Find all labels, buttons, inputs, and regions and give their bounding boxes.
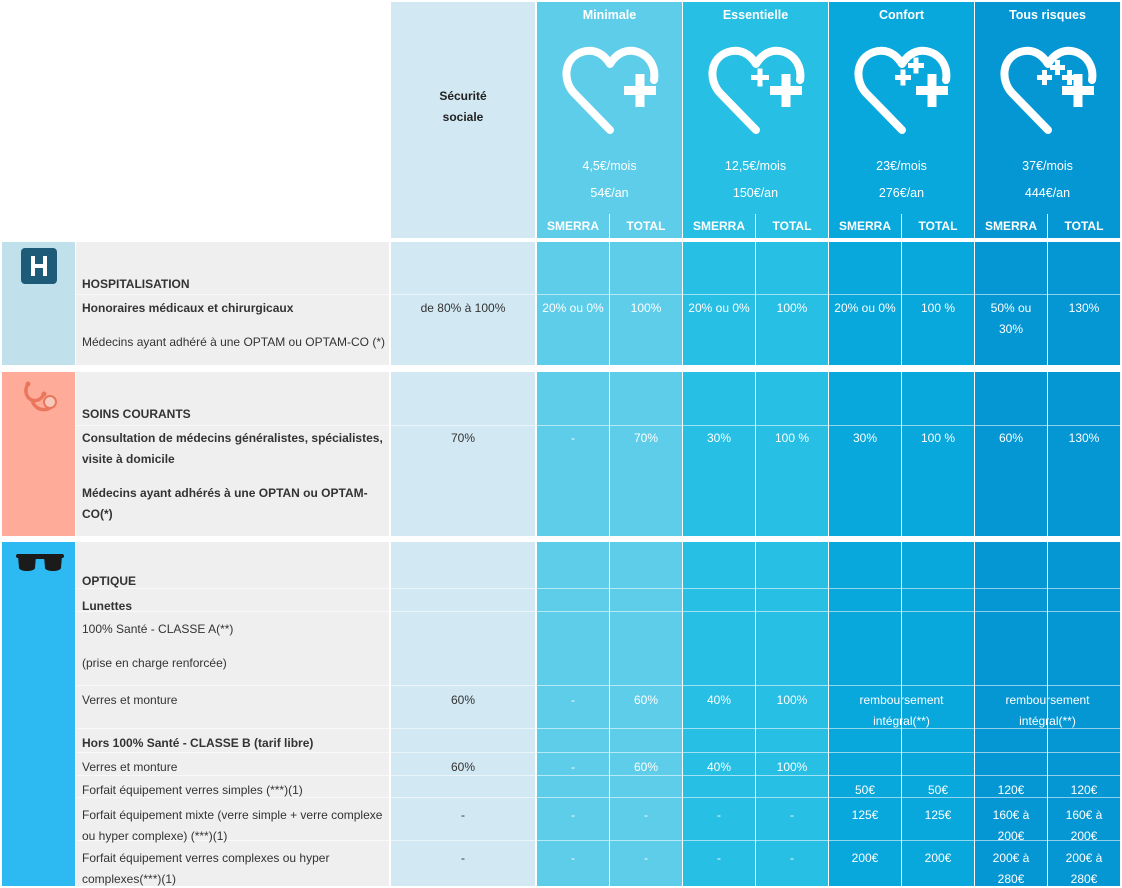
ss-value: 60%: [450, 693, 476, 707]
table-column-bg: [391, 542, 535, 886]
plan-monthly: 4,5€/mois: [582, 159, 637, 173]
table-column-bg: [537, 542, 609, 886]
table-column-bg: [537, 372, 609, 536]
heart-plus-icon: [850, 38, 954, 142]
row-verres-b: Verres et monture: [82, 760, 178, 774]
section-title-optique: OPTIQUE: [82, 574, 137, 588]
value-cell: 20% ou 0%: [834, 301, 896, 315]
value-cell-merged: remboursement intégral(**): [859, 693, 944, 728]
value-cell: 120€: [1070, 783, 1098, 797]
heart-plus-icon: [996, 38, 1100, 142]
value-cell: 20% ou 0%: [688, 301, 750, 315]
value-cell: 125€: [924, 808, 952, 822]
row-consultation: [76, 420, 389, 535]
value-cell: 200€ à 280€: [1065, 851, 1103, 886]
value-cell: 50€: [927, 783, 949, 797]
ss-value: -: [461, 808, 465, 822]
value-cell: 160€ à 200€: [992, 808, 1030, 843]
plan-yearly: 150€/an: [732, 186, 779, 200]
subheader-smerra: SMERRA: [975, 214, 1047, 238]
value-cell: 50€: [854, 783, 876, 797]
plan-yearly: 276€/an: [878, 186, 925, 200]
plan-header-minimale: [537, 2, 682, 214]
table-column-bg: [975, 372, 1047, 536]
plan-name: Minimale: [582, 8, 637, 22]
row-label: Honoraires médicaux et chirurgicaux: [82, 301, 294, 315]
plan-monthly: 23€/mois: [876, 159, 927, 173]
row-forfait-mixte: Forfait équipement mixte (verre simple + verre complexe ou hyper complexe) (***)(1): [82, 808, 383, 843]
value-cell: 200€: [924, 851, 952, 865]
value-cell: 70%: [633, 431, 659, 445]
stethoscope-icon: [20, 378, 60, 418]
value-cell: 60%: [998, 431, 1024, 445]
value-cell: -: [644, 851, 648, 865]
table-column-bg: [683, 542, 755, 886]
subheader-smerra: SMERRA: [829, 214, 901, 238]
value-cell: -: [571, 693, 575, 707]
ss-value: de 80% à 100%: [420, 301, 506, 315]
plan-monthly: 37€/mois: [1022, 159, 1073, 173]
plan-name: Confort: [878, 8, 925, 22]
row-classe-a: [76, 611, 389, 685]
value-cell: 100 %: [774, 431, 810, 445]
heart-plus-icon: [558, 38, 662, 142]
value-cell: -: [790, 808, 794, 822]
value-cell: 100%: [776, 301, 808, 315]
ss-header-label: Sécurité sociale: [439, 89, 487, 124]
row-honoraires: [76, 290, 389, 364]
row-label: 100% Santé - CLASSE A(**): [82, 622, 234, 636]
value-cell: 30%: [706, 431, 732, 445]
value-cell: -: [571, 851, 575, 865]
subheader-smerra: SMERRA: [537, 214, 609, 238]
table-column-bg: [1048, 372, 1120, 536]
plan-name: Essentielle: [722, 8, 789, 22]
hospitalisation-icon-block: [2, 242, 75, 365]
value-cell: 100 %: [920, 301, 956, 315]
row-note: (prise en charge renforcée): [82, 656, 227, 670]
table-column-bg: [610, 542, 682, 886]
value-cell: -: [571, 808, 575, 822]
table-column-bg: [829, 372, 901, 536]
table-column-bg: [756, 542, 828, 886]
value-cell: 100%: [776, 760, 808, 774]
value-cell: 200€: [851, 851, 879, 865]
soins-icon-block: [2, 372, 75, 536]
subheader-total: TOTAL: [902, 214, 974, 238]
heart-plus-icon: [704, 38, 808, 142]
subheader-smerra: SMERRA: [683, 214, 755, 238]
row-note: Médecins ayant adhérés à une OPTAN ou OPTAM-CO(*): [82, 486, 368, 521]
subheader-total: TOTAL: [1048, 214, 1120, 238]
optique-icon-block: [2, 542, 75, 886]
value-cell: 100%: [630, 301, 662, 315]
value-cell: -: [644, 808, 648, 822]
table-column-bg: [756, 372, 828, 536]
value-cell: 50% ou 30%: [990, 301, 1032, 336]
value-cell: 130%: [1068, 301, 1100, 315]
ss-value: 60%: [450, 760, 476, 774]
row-label: Consultation de médecins généralistes, spécialistes, visite à domicile: [82, 431, 383, 466]
plan-yearly: 54€/an: [590, 186, 629, 200]
value-cell: 40%: [706, 693, 732, 707]
glasses-icon: [16, 552, 64, 576]
value-cell-merged: remboursement intégral(**): [1005, 693, 1090, 728]
value-cell: 40%: [706, 760, 732, 774]
ss-subheader: [391, 214, 535, 238]
plan-header-confort: [829, 2, 974, 214]
plan-header-tous-risques: [975, 2, 1120, 214]
value-cell: -: [790, 851, 794, 865]
value-cell: 60%: [633, 693, 659, 707]
ss-value: -: [461, 851, 465, 865]
subheader-total: TOTAL: [756, 214, 828, 238]
table-column-bg: [902, 372, 974, 536]
value-cell: 60%: [633, 760, 659, 774]
value-cell: -: [571, 431, 575, 445]
plan-monthly: 12,5€/mois: [724, 159, 787, 173]
value-cell: 120€: [997, 783, 1025, 797]
table-column-bg: [683, 372, 755, 536]
value-cell: -: [717, 808, 721, 822]
value-cell: 200€ à 280€: [992, 851, 1030, 886]
value-cell: 160€ à 200€: [1065, 808, 1103, 843]
value-cell: 125€: [851, 808, 879, 822]
section-title-soins: SOINS COURANTS: [82, 407, 191, 421]
row-forfait-simples: Forfait équipement verres simples (***)(1): [82, 783, 303, 797]
table-column-bg: [610, 372, 682, 536]
value-cell: 30%: [852, 431, 878, 445]
row-forfait-complexes: Forfait équipement verres complexes ou hyper complexes(***)(1): [82, 851, 330, 886]
plan-yearly: 444€/an: [1024, 186, 1071, 200]
row-verres-a: Verres et monture: [82, 693, 178, 707]
row-note: Médecins ayant adhéré à une OPTAM ou OPTAM-CO (*): [82, 335, 386, 349]
hospital-h-icon: [21, 248, 57, 284]
value-cell: -: [717, 851, 721, 865]
plan-name: Tous risques: [1009, 8, 1086, 22]
section-title-hospitalisation: HOSPITALISATION: [82, 277, 190, 291]
value-cell: 130%: [1068, 431, 1100, 445]
value-cell: -: [571, 760, 575, 774]
table-column-bg: [391, 372, 535, 536]
row-classe-b: Hors 100% Santé - CLASSE B (tarif libre): [82, 736, 314, 750]
row-lunettes: Lunettes: [82, 599, 133, 613]
value-cell: 100 %: [920, 431, 956, 445]
plan-header-essentielle: [683, 2, 828, 214]
ss-value: 70%: [450, 431, 476, 445]
subheader-total: TOTAL: [610, 214, 682, 238]
value-cell: 20% ou 0%: [542, 301, 604, 315]
value-cell: 100%: [776, 693, 808, 707]
